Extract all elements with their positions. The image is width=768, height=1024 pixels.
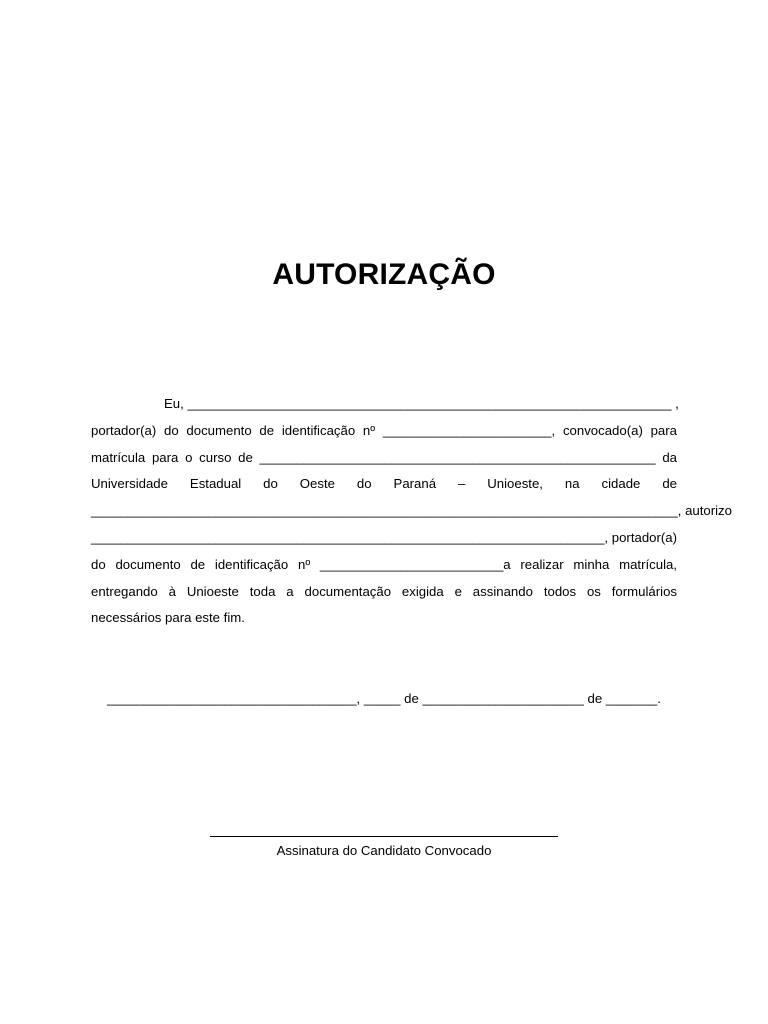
- signature-block: [0, 822, 768, 860]
- paragraph-line-9: necessários para este fim.: [91, 610, 245, 626]
- place-date-line: __________________________________, _____ de ______________________ de _______.: [107, 691, 661, 706]
- paragraph-line-4: Universidade Estadual do Oeste do Paraná – Unioeste, na cidade de: [91, 476, 677, 492]
- paragraph-line-1: Eu, __________________________________________________________________ ,: [164, 396, 679, 411]
- paragraph-line-3: matrícula para o curso de ______________________________________________________ da: [91, 449, 677, 465]
- signature-line: [210, 822, 558, 837]
- signature-label: Assinatura do Candidato Convocado: [276, 843, 492, 858]
- document-title: AUTORIZAÇÃO: [272, 258, 496, 291]
- paragraph-line-6: ______________________________________________________________________, portador(a): [91, 529, 677, 545]
- paragraph-line-5: ________________________________________________________________________________, autorizo: [91, 503, 732, 519]
- authorization-paragraph: [91, 391, 732, 632]
- paragraph-line-7: do documento de identificação nº _________________________a realizar minha matrícula,: [91, 556, 677, 572]
- paragraph-line-8: entregando à Unioeste toda a documentação exigida e assinando todos os formulários: [91, 583, 677, 599]
- paragraph-line-2: portador(a) do documento de identificação nº _______________________, convocado(a) para: [91, 422, 677, 438]
